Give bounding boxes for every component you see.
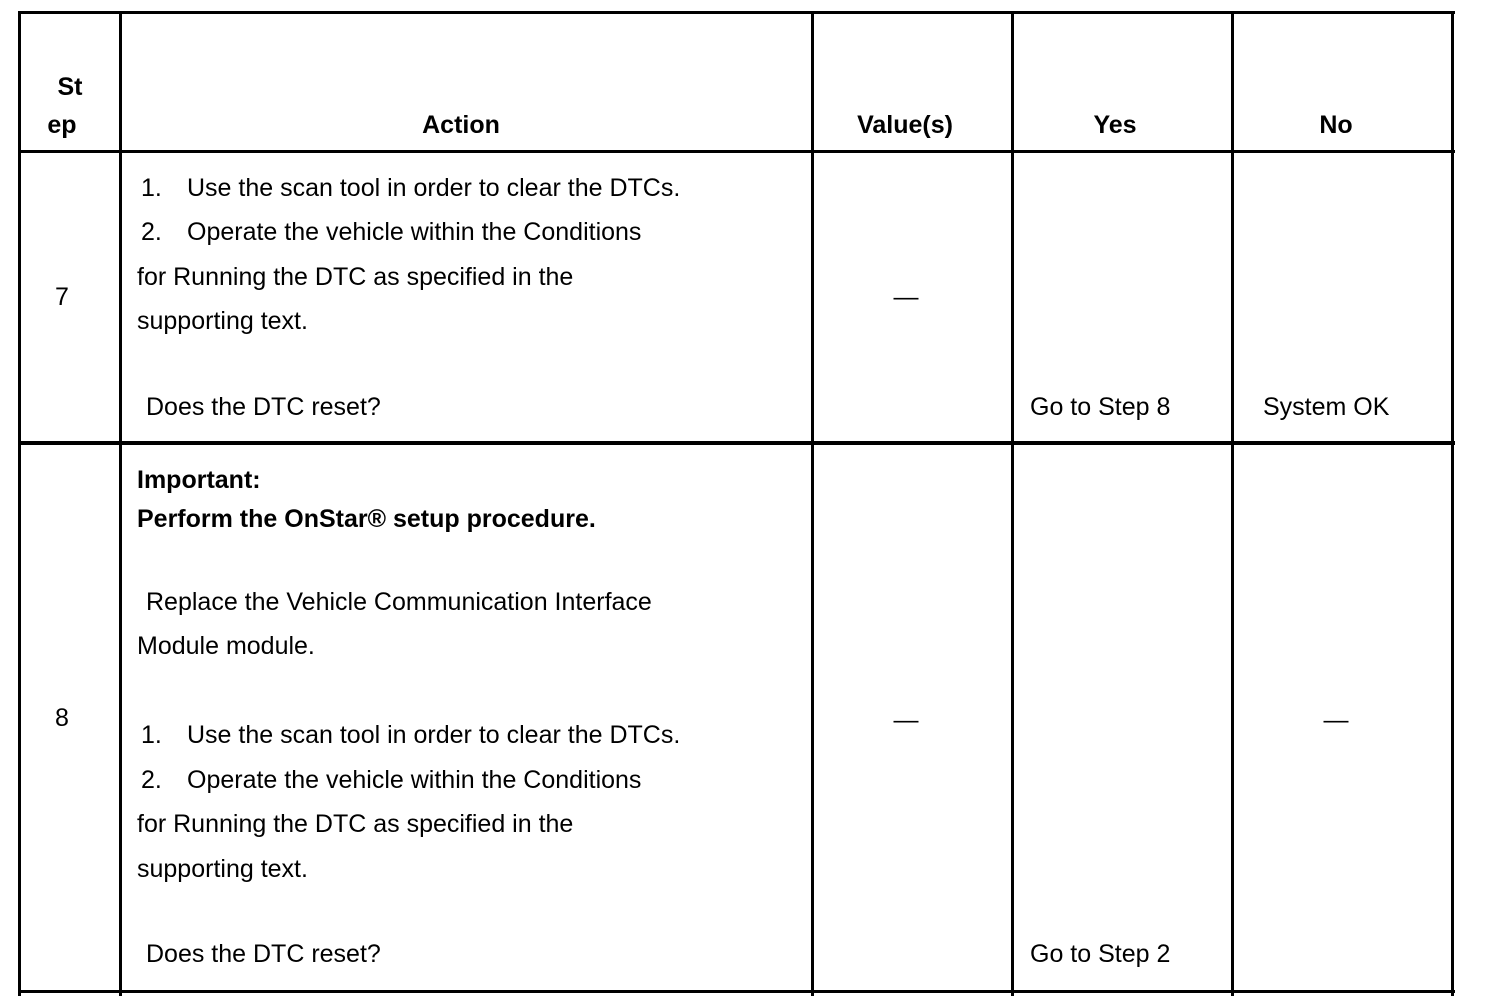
col-line-action: [811, 11, 814, 996]
action-item-text: Use the scan tool in order to clear the DTCs.: [187, 174, 681, 202]
action-item-num: 2.: [141, 766, 162, 794]
action-question: Does the DTC reset?: [146, 940, 381, 968]
col-line-left: [18, 11, 21, 996]
action-text: Replace the Vehicle Communication Interface: [146, 588, 652, 616]
header-divider: [18, 150, 1455, 153]
step-number: 7: [55, 283, 69, 311]
action-item-text: for Running the DTC as specified in the: [137, 263, 574, 291]
step-number: 8: [55, 704, 69, 732]
row-divider: [18, 441, 1455, 445]
action-item-text: Operate the vehicle within the Conditions: [187, 218, 642, 246]
action-item-text: supporting text.: [137, 855, 308, 883]
no-cell: —: [1323, 706, 1349, 734]
values-cell: —: [893, 706, 919, 734]
header-no: No: [1319, 111, 1353, 139]
action-text: Module module.: [137, 632, 315, 660]
header-step-line1: St: [57, 73, 83, 101]
action-item-num: 1.: [141, 174, 162, 202]
action-item-num: 2.: [141, 218, 162, 246]
important-label: Important:: [137, 466, 261, 494]
action-item-text: for Running the DTC as specified in the: [137, 810, 574, 838]
col-line-values: [1011, 11, 1014, 996]
action-question: Does the DTC reset?: [146, 393, 381, 421]
yes-cell: Go to Step 8: [1030, 393, 1171, 421]
values-cell: —: [893, 283, 919, 311]
no-cell: System OK: [1263, 393, 1390, 421]
action-item-text: Use the scan tool in order to clear the DTCs.: [187, 721, 681, 749]
header-values: Value(s): [857, 111, 953, 139]
yes-cell: Go to Step 2: [1030, 940, 1171, 968]
action-item-text: supporting text.: [137, 307, 308, 335]
col-line-step: [119, 11, 122, 996]
col-line-yes: [1231, 11, 1234, 996]
border-bottom: [18, 990, 1455, 993]
important-text: Perform the OnStar® setup procedure.: [137, 505, 596, 533]
header-action: Action: [422, 111, 500, 139]
header-step-line2: ep: [47, 111, 77, 139]
border-top: [18, 11, 1455, 14]
header-yes: Yes: [1093, 111, 1137, 139]
action-item-num: 1.: [141, 721, 162, 749]
col-line-right: [1451, 11, 1454, 996]
action-item-text: Operate the vehicle within the Conditions: [187, 766, 642, 794]
